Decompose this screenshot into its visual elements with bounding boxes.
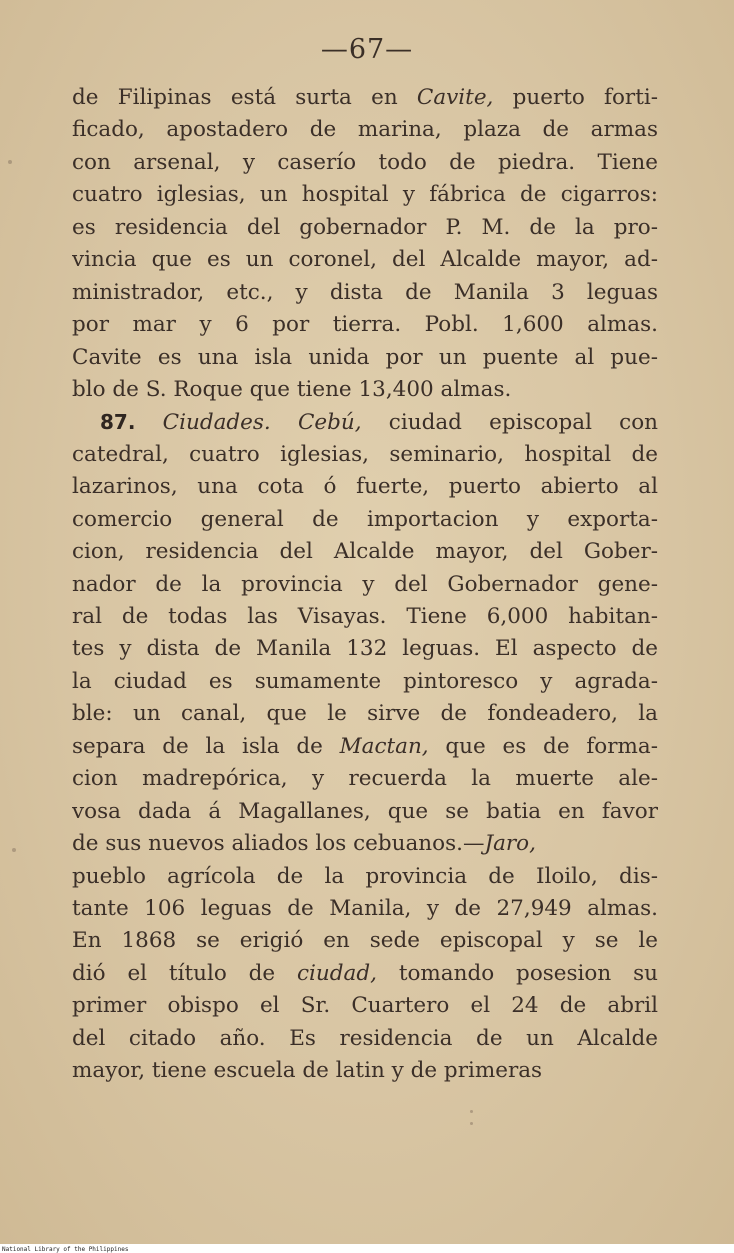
body-text: [72, 82, 658, 1088]
italic-text: Mactan,: [339, 733, 429, 759]
page-speck: [8, 160, 12, 164]
text-line: [72, 763, 658, 795]
text-line: [72, 212, 658, 244]
page-speck: [470, 1122, 473, 1125]
text-line: [72, 1055, 658, 1087]
italic-text: Jaro,: [484, 831, 536, 857]
line-text: ministrador, etc., y dista de Manila 3 leguas: [72, 279, 658, 305]
line-text: tante 106 leguas de Manila, y de 27,949 almas.: [72, 895, 658, 921]
line-text: ciudad episcopal con: [361, 410, 658, 436]
line-text: del citado año. Es residencia de un Alcalde: [72, 1025, 658, 1051]
line-text: comercio general de importacion y exporta-: [72, 506, 658, 532]
line-text: ral de todas las Visayas. Tiene 6,000 habitan-: [72, 604, 658, 629]
line-text: Cavite es una isla unida por un puente al pue-: [72, 344, 658, 370]
text-line: [72, 893, 658, 925]
section-number: 87.: [100, 410, 136, 435]
text-line: [72, 406, 658, 438]
line-text: blo de S. Roque que tiene 13,400 almas.: [72, 376, 512, 402]
page-speck: [470, 1110, 473, 1113]
line-text: de sus nuevos aliados los cebuanos.—: [72, 831, 485, 857]
text-line: [72, 439, 658, 471]
line-text: cion, residencia del Alcalde mayor, del Gober-: [72, 539, 658, 565]
library-watermark: National Library of the Philippines: [2, 1246, 129, 1253]
line-text: vosa dada á Magallanes, que se batia en favor: [72, 798, 658, 824]
line-text: es residencia del gobernador P. M. de la pro-: [72, 214, 658, 240]
text-line: [72, 147, 658, 179]
text-line: [72, 958, 658, 990]
text-line: [72, 925, 658, 957]
line-text: la ciudad es sumamente pintoresco y agrada-: [72, 668, 658, 694]
text-line: [72, 796, 658, 828]
line-text: pueblo agrícola de la provincia de Iloilo, dis-: [72, 863, 658, 889]
text-line: [72, 114, 658, 146]
text-line: [72, 569, 658, 601]
text-line: [72, 731, 658, 763]
text-line: [72, 504, 658, 536]
page-number: —67—: [320, 34, 414, 65]
text-line: [72, 374, 658, 406]
line-text: con arsenal, y caserío todo de piedra. Tiene: [72, 149, 658, 175]
line-text: por mar y 6 por tierra. Pobl. 1,600 almas.: [72, 312, 658, 338]
text-line: [72, 342, 658, 374]
line-text: primer obispo el Sr. Cuartero el 24 de abril: [72, 993, 658, 1019]
line-text: de Filipinas está surta en: [72, 85, 417, 110]
text-line: [72, 277, 658, 309]
line-text: cuatro iglesias, un hospital y fábrica de cigarros:: [72, 182, 658, 208]
text-line: [72, 179, 658, 211]
line-text: vincia que es un coronel, del Alcalde mayor, ad-: [72, 247, 658, 273]
text-line: [72, 471, 658, 503]
text-line: [72, 82, 658, 114]
text-line: [72, 1023, 658, 1055]
line-text: cion madrepórica, y recuerda la muerte ale-: [72, 766, 658, 792]
italic-text: Cavite,: [416, 85, 494, 110]
text-line: [72, 666, 658, 698]
line-text: lazarinos, una cota ó fuerte, puerto abierto al: [72, 474, 658, 500]
italic-text: ciudad,: [297, 960, 377, 986]
text-line: [72, 861, 658, 893]
text-line: [72, 536, 658, 568]
text-line: [72, 698, 658, 730]
text-line: [72, 244, 658, 276]
line-text: dió el título de: [72, 960, 297, 986]
line-text: ficado, apostadero de marina, plaza de armas: [72, 117, 658, 143]
line-text: que es de forma-: [428, 733, 658, 759]
text-line: [72, 828, 658, 860]
line-text: tomando posesion su: [376, 960, 658, 986]
page-speck: [12, 848, 16, 852]
text-line: [72, 309, 658, 341]
line-text: nador de la provincia y del Gobernador gene-: [72, 571, 658, 597]
line-text: tes y dista de Manila 132 leguas. El aspecto de: [72, 636, 658, 662]
line-text: puerto forti-: [493, 85, 658, 110]
line-text: catedral, cuatro iglesias, seminario, hospital de: [72, 441, 658, 467]
italic-text: Ciudades. Cebú,: [162, 410, 362, 436]
text-line: [72, 990, 658, 1022]
text-line: [72, 601, 658, 633]
line-text: En 1868 se erigió en sede episcopal y se le: [72, 928, 658, 954]
text-line: [72, 633, 658, 665]
line-text: ble: un canal, que le sirve de fondeadero, la: [72, 701, 658, 727]
line-text: mayor, tiene escuela de latin y de primeras: [72, 1058, 543, 1084]
line-text: separa de la isla de: [72, 733, 340, 759]
